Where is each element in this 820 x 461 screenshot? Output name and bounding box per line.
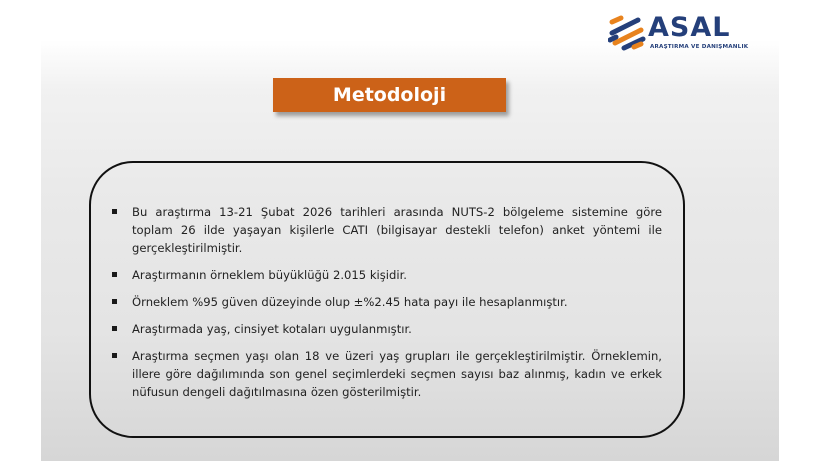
brand-tagline: ARAŞTIRMA VE DANIŞMANLIK — [650, 44, 749, 50]
bullet-square-icon — [112, 299, 117, 304]
list-item-text: Bu araştırma 13-21 Şubat 2026 tarihleri arasında NUTS-2 bölgeleme sistemine göre toplam 26 ilde yaşayan kişilerle CATI (bilgisayar destekli telefon) anket yöntemi ile gerçekleştirilmiştir. — [132, 205, 662, 255]
list-item-text: Araştırmada yaş, cinsiyet kotaları uygulanmıştır. — [132, 322, 412, 336]
methodology-list — [110, 203, 662, 410]
list-item-text: Araştırma seçmen yaşı olan 18 ve üzeri yaş grupları ile gerçekleştirilmiştir. Örneklemin, illere göre dağılımında son genel seçimlerdeki seçmen sayısı baz alınmış, kadın ve erkek nüfusun dengeli dağıtılmasına özen gösterilmiştir. — [132, 349, 662, 399]
bullet-square-icon — [112, 209, 117, 214]
list-item — [110, 203, 662, 257]
list-item-text: Örneklem %95 güven düzeyinde olup ±%2.45 hata payı ile hesaplanmıştır. — [132, 295, 568, 309]
bullet-square-icon — [112, 326, 117, 331]
brand-name: ASAL — [648, 12, 731, 43]
bullet-square-icon — [112, 353, 117, 358]
bullet-square-icon — [112, 272, 117, 277]
list-item — [110, 266, 662, 284]
list-item — [110, 347, 662, 401]
list-item — [110, 320, 662, 338]
page-title: Metodoloji — [332, 84, 447, 106]
asal-logo — [608, 14, 748, 54]
asal-logo-mark-icon — [608, 14, 648, 52]
list-item — [110, 293, 662, 311]
title-banner — [273, 78, 506, 112]
list-item-text: Araştırmanın örneklem büyüklüğü 2.015 kişidir. — [132, 268, 407, 282]
